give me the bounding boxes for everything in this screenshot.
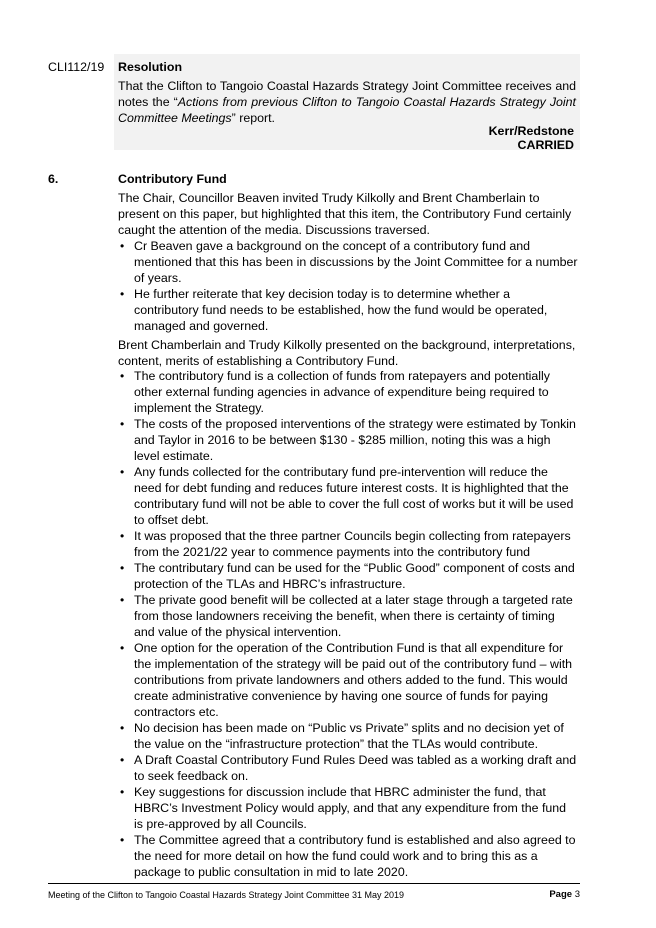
resolution-id: CLI112/19 <box>48 60 105 74</box>
footer-page <box>549 889 580 900</box>
bullet-icon: • <box>120 833 125 847</box>
bullet-icon: • <box>120 641 125 655</box>
resolution-text <box>118 78 576 126</box>
resolution-movers: Kerr/Redstone <box>488 124 574 138</box>
resolution-status: CARRIED <box>517 138 574 152</box>
bullet-item <box>118 592 578 640</box>
bullet-icon: • <box>120 369 125 383</box>
bullet-item <box>118 464 578 528</box>
footer-divider <box>48 883 580 884</box>
bullet-text: One option for the operation of the Contribution Fund is that all expenditure for the implementation of the strategy will be paid out of the contributory fund – with contributions from private landowners and others added to the fund. This would create administrative convenience by having one source of funds for paying contractors etc. <box>134 641 573 719</box>
bullet-text: The private good benefit will be collected at a later stage through a targeted rate from those landowners receiving the benefit, when there is certainty of timing and value of the physical intervention. <box>134 593 573 639</box>
footer-page-label: Page <box>549 889 573 900</box>
bullet-item <box>118 416 578 464</box>
footer-meeting: Meeting of the Clifton to Tangoio Coastal Hazards Strategy Joint Committee 31 May 2019 <box>48 890 405 900</box>
section-mid-paragraph: Brent Chamberlain and Trudy Kilkolly presented on the background, interpretations, content, merits of establishing a Contributory Fund. <box>118 338 576 368</box>
bullet-list-2 <box>118 368 578 880</box>
bullet-icon: • <box>120 785 125 799</box>
bullet-item <box>118 560 578 592</box>
bullet-text: No decision has been made on “Public vs Private” splits and no decision yet of the value on the “infrastructure protection” that the TLAs would contribute. <box>134 721 564 751</box>
resolution-text-italic: Actions from previous Clifton to Tangoio Coastal Hazards Strategy Joint Committee Meetings <box>118 95 576 125</box>
bullet-text: The contributory fund is a collection of funds from ratepayers and potentially other external funding agencies in advance of expenditure being required to implement the Strategy. <box>134 369 550 415</box>
bullet-item <box>118 752 578 784</box>
resolution-text-suffix: ” report. <box>231 111 276 125</box>
section-title: Contributory Fund <box>118 172 227 186</box>
bullet-icon: • <box>120 417 125 431</box>
bullet-text: Any funds collected for the contributary fund pre-intervention will reduce the need for debt funding and reduces future interest costs. It is highlighted that the contributary fund will not be able to cover the full cost of works but it will be used to offset debt. <box>134 465 574 527</box>
bullet-item <box>118 368 578 416</box>
section-number: 6. <box>48 172 59 186</box>
bullet-item <box>118 784 578 832</box>
bullet-icon: • <box>120 287 125 301</box>
bullet-icon: • <box>120 529 125 543</box>
bullet-item <box>118 720 578 752</box>
bullet-item <box>118 832 578 880</box>
footer-page-number: 3 <box>574 889 580 900</box>
bullet-icon: • <box>120 753 125 767</box>
bullet-item <box>118 528 578 560</box>
bullet-item <box>118 238 578 286</box>
bullet-item <box>118 286 578 334</box>
section-intro: The Chair, Councillor Beaven invited Trudy Kilkolly and Brent Chamberlain to present on this paper, but highlighted that this item, the Contributory Fund certainly caught the attention of the media. Discussions traversed. <box>118 191 572 237</box>
bullet-icon: • <box>120 593 125 607</box>
resolution-heading: Resolution <box>118 60 183 74</box>
bullet-text: The Committee agreed that a contributory fund is established and also agreed to the need for more detail on how the fund could work and to bring this as a package to public consultation in mid to late 2020. <box>134 833 576 879</box>
bullet-item <box>118 640 578 720</box>
bullet-text: A Draft Coastal Contributory Fund Rules Deed was tabled as a working draft and to seek feedback on. <box>134 753 577 783</box>
bullet-list-1 <box>118 238 578 334</box>
resolution-text-prefix: That the Clifton to Tangoio Coastal Hazards Strategy Joint Committee receives and notes the “ <box>118 79 576 109</box>
bullet-text: The contributary fund can be used for the “Public Good” component of costs and protection of the TLAs and HBRC’s infrastructure. <box>134 561 575 591</box>
bullet-text: Cr Beaven gave a background on the concept of a contributory fund and mentioned that this has been in discussions by the Joint Committee for a number of years. <box>134 239 578 285</box>
bullet-icon: • <box>120 239 125 253</box>
bullet-icon: • <box>120 465 125 479</box>
bullet-text: Key suggestions for discussion include that HBRC administer the fund, that HBRC’s Investment Policy would apply, and that any expenditure from the fund is pre-approved by all Councils. <box>134 785 567 831</box>
bullet-text: He further reiterate that key decision today is to determine whether a contributory fund needs to be established, how the fund would be operated, managed and governed. <box>134 287 548 333</box>
bullet-text: It was proposed that the three partner Councils begin collecting from ratepayers from the 2021/22 year to commence payments into the contributory fund <box>134 529 571 559</box>
bullet-text: The costs of the proposed interventions of the strategy were estimated by Tonkin and Taylor in 2016 to be between $130 - $285 million, noting this was a high level estimate. <box>134 417 576 463</box>
bullet-icon: • <box>120 721 125 735</box>
bullet-icon: • <box>120 561 125 575</box>
